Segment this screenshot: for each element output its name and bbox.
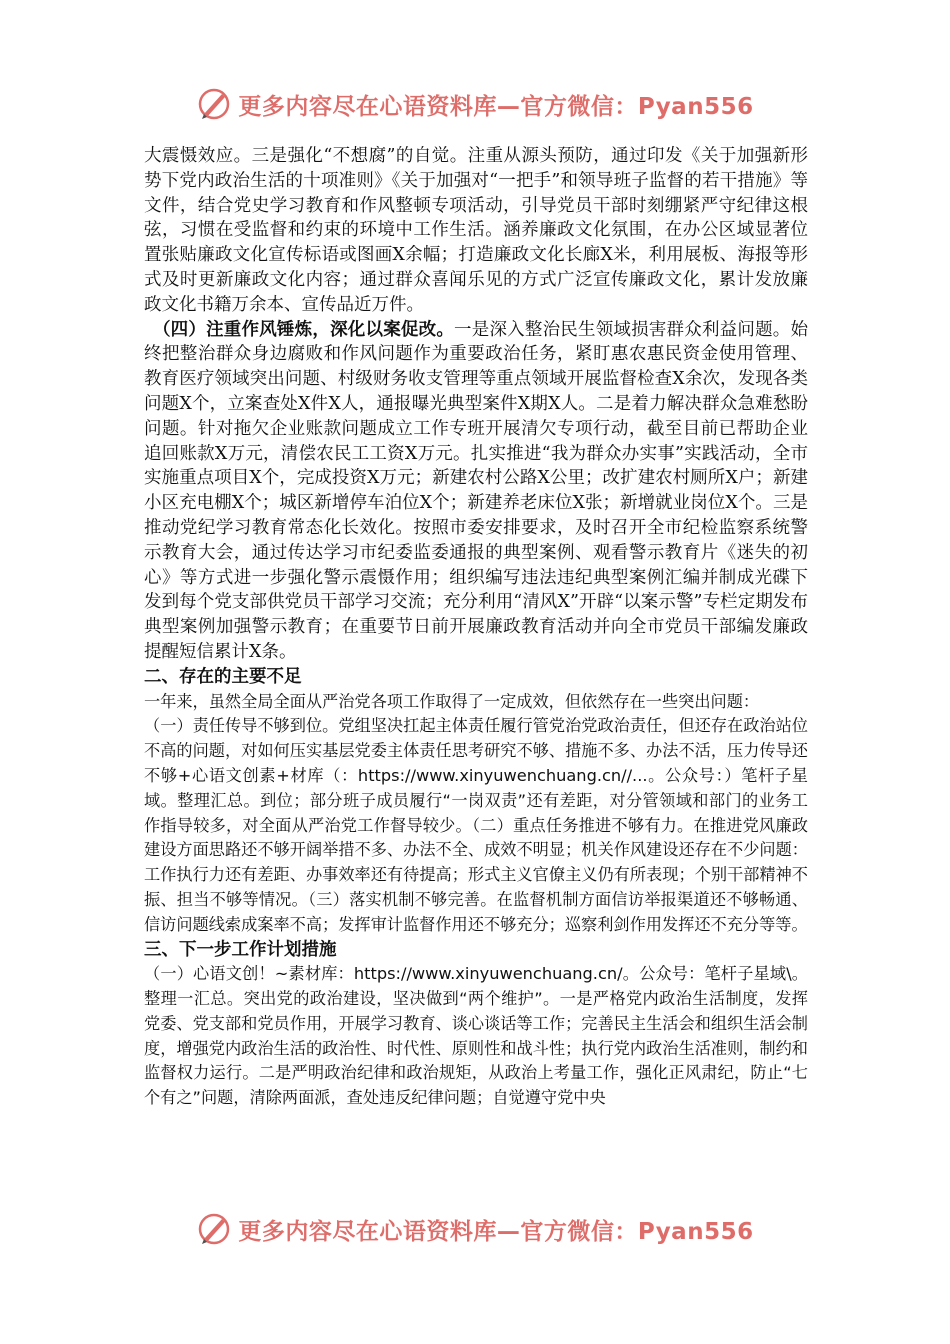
pen-logo-icon [196,86,232,122]
subheading: （四）注重作风锤炼，深化以案促改。 [161,319,455,340]
paragraph: （一）心语文创！~素材库：https://www.xinyuwenchuang.cn/。公众号：笔杆子星域\。整理一汇总。突出党的政治建设，坚决做到“两个维护”。一是严格党内政治生活制度，发挥党委、党支部和党员作用，开展学习教育、谈心谈话等工作；完善民主生活会和组织生活会制度，增强党内政治生活的政治性、时代性、原则性和战斗性；执行党内政治生活准则，制约和监督权力运行。二是严明政治纪律和政治规矩，从政治上考量工作，强化正风肃纪，防止“七个有之”问题，清除两面派，查处违反纪律问题；自觉遵守党中央 [144,964,808,1108]
pen-logo-icon [196,1211,232,1247]
paragraph [144,318,808,665]
section-heading: 二、存在的主要不足 [144,666,302,687]
paragraph: 大震慑效应。三是强化“不想腐”的自觉。注重从源头预防，通过印发《关于加强新形势下党内政治生活的十项准则》《关于加强对“一把手”和领导班子监督的若干措施》等文件，结合党史学习教育和作风整顿专项活动，引导党员干部时刻绷紧严守纪律这根弦，习惯在受监督和约束的环境中工作生活。涵养廉政文化氛围，在办公区域显著位置张贴廉政文化宣传标语或图画X余幅；打造廉政文化长廊X米，利用展板、海报等形式及时更新廉政文化内容；通过群众喜闻乐见的方式广泛宣传廉政文化，累计发放廉政文化书籍万余本、宣传品近万件。 [144,146,808,315]
footer-banner [0,1207,950,1251]
footer-banner-text: 更多内容尽在心语资料库—官方微信：Pyan556 [238,1218,754,1245]
header-banner [0,82,950,126]
paragraph: （一）责任传导不够到位。党组坚决扛起主体责任履行管党治党政治责任，但还存在政治站位不高的问题，对如何压实基层党委主体责任思考研究不够、措施不多、办法不活，压力传导还不够+心语文创素+材库（：https://www.xinyuwenchuang.cn//...。公众号：）笔杆子星域。整理汇总。到位；部分班子成员履行“一岗双责”还有差距，对分管领域和部门的业务工作指导较多，对全面从严治党工作督导较少。（二）重点任务推进不够有力。在推进党风廉政建设方面思路还不够开阔举措不多、办法不全、成效不明显；机关作风建设还存在不少问题：工作执行力还有差距、办事效率还有待提高；形式主义官僚主义仍有所表现；个别干部精神不振、担当不够等情况。（三）落实机制不够完善。在监督机制方面信访举报渠道还不够畅通、信访问题线索成案率不高；发挥审计监督作用还不够充分；巡察利剑作用发挥还不充分等等。 [144,716,808,934]
document-body [144,144,808,1111]
section-heading: 三、下一步工作计划措施 [144,939,337,960]
paragraph-text: 一是深入整治民生领域损害群众利益问题。始终把整治群众身边腐败和作风问题作为重要政治任务，紧盯惠农惠民资金使用管理、教育医疗领域突出问题、村级财务收支管理等重点领域开展监督检查X余次，发现各类问题X个，立案查处X件X人，通报曝光典型案件X期X人。二是着力解决群众急难愁盼问题。针对拖欠企业账款问题成立工作专班开展清欠专项行动，截至目前已帮助企业追回账款X万元，清偿农民工工资X万元。扎实推进“我为群众办实事”实践活动，全市实施重点项目X个，完成投资X万元；新建农村公路X公里；改扩建农村厕所X户；新建小区充电棚X个；城区新增停车泊位X个；新建养老床位X张；新增就业岗位X个。三是推动党纪学习教育常态化长效化。按照市委安排要求，及时召开全市纪检监察系统警示教育大会，通过传达学习市纪委监委通报的典型案例、观看警示教育片《迷失的初心》等方式进一步强化警示震慑作用；组织编写违法违纪典型案例汇编并制成光碟下发到每个党支部供党员干部学习交流；充分利用“清风X”开辟“以案示警”专栏定期发布典型案例加强警示教育；在重要节日前开展廉政教育活动并向全市党员干部编发廉政提醒短信累计X条。 [144,319,809,662]
header-banner-text: 更多内容尽在心语资料库—官方微信：Pyan556 [238,93,754,120]
paragraph: 一年来，虽然全局全面从严治党各项工作取得了一定成效，但依然存在一些突出问题： [144,691,760,711]
